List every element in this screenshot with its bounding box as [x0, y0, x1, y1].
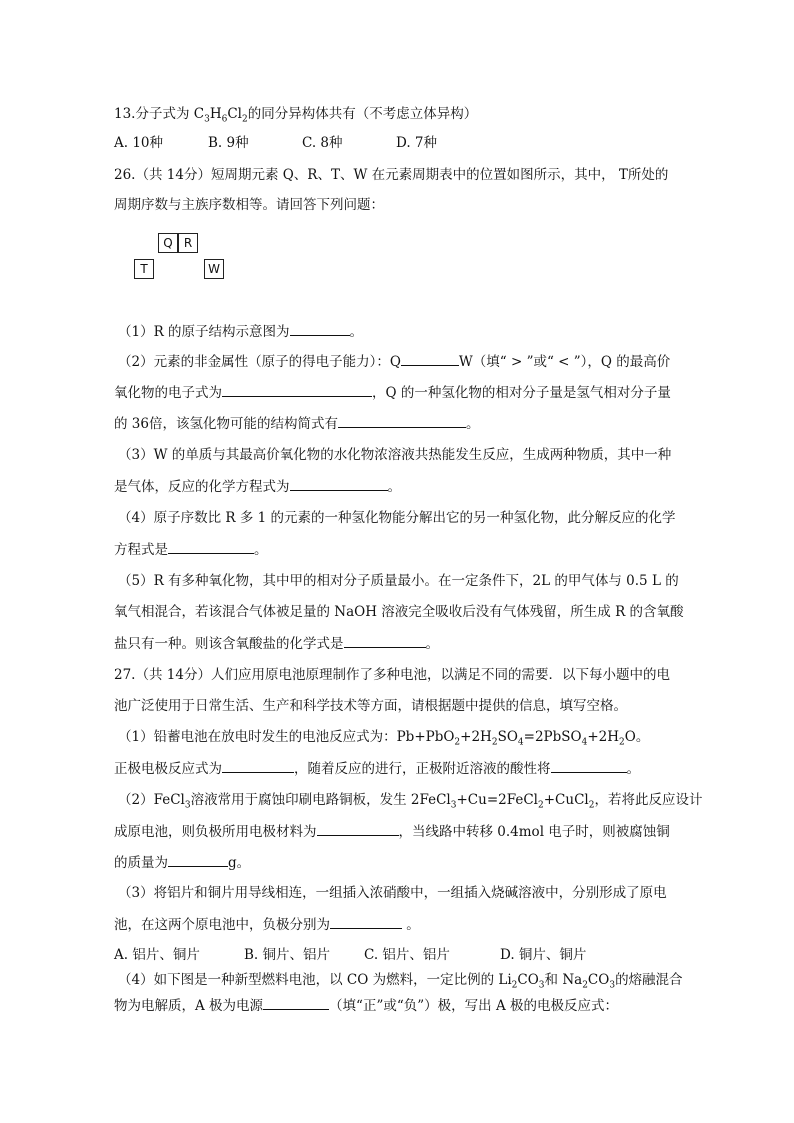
q27-text: +2H — [460, 729, 492, 745]
q26-part5-line1: （5）R 有多种氧化物，其中甲的相对分子质量最小。在一定条件下，2L 的甲气体与 0.5 L 的 — [118, 573, 679, 589]
q26-text: 盐只有一种。则该含氧酸盐的化学式是 — [114, 636, 344, 652]
q26-part2-line2 — [114, 382, 694, 403]
q27-intro-line1: 27.（共 14分）人们应用原电池原理制作了多种电池，以满足不同的需要．以下每小题中的电 — [114, 667, 670, 683]
q26-text: 的 36倍，该氢化物可能的结构简式有 — [114, 416, 338, 432]
subscript: 3 — [538, 980, 545, 991]
q27-text: 的质量为 — [114, 855, 168, 871]
q27-text: +Cu=2FeCl — [456, 792, 538, 808]
answer-blank[interactable] — [263, 995, 329, 1010]
subscript: 2 — [582, 980, 588, 991]
q27-text: 正极电极反应式为 — [114, 761, 222, 777]
q13-text: 13.分子式为 C — [114, 106, 205, 122]
q27-text: SO — [497, 729, 518, 745]
subscript: 3 — [184, 800, 191, 811]
q13-stem — [114, 104, 694, 124]
q27-text: O。 — [624, 729, 650, 745]
q27-part3-line1: （3）将铝片和铜片用导线相连，一组插入浓硝酸中，一组插入烧碱溶液中，分别形成了原电 — [118, 885, 667, 901]
periodic-table-fragment — [134, 233, 234, 283]
answer-blank[interactable] — [222, 758, 294, 773]
subscript: 2 — [491, 737, 498, 748]
q27-text: CO — [587, 972, 610, 988]
answer-blank[interactable] — [330, 914, 402, 929]
q27-text: （1）铅蓄电池在放电时发生的电池反应式为：Pb+PbO — [118, 729, 455, 745]
answer-blank[interactable] — [551, 758, 627, 773]
q26-text: 。 — [425, 636, 439, 652]
answer-blank[interactable] — [338, 413, 466, 428]
q27-option-a: A. 铝片、铜片 — [114, 947, 200, 963]
answer-blank[interactable] — [290, 321, 350, 336]
q26-intro-line2: 周期序数与主族序数相等。请回答下列问题： — [114, 197, 384, 213]
subscript: 2 — [242, 114, 248, 125]
cell-t: T — [134, 259, 154, 279]
q26-part4-line2 — [114, 539, 694, 560]
q27-part2-line1 — [118, 790, 703, 811]
subscript: 2 — [619, 737, 625, 748]
q27-part3-options — [114, 945, 694, 965]
subscript: 6 — [221, 114, 228, 125]
subscript: 2 — [588, 800, 595, 811]
q26-text: 。 — [349, 324, 364, 340]
q26-text: 。 — [465, 416, 480, 432]
q27-text: 的熔融混合 — [615, 972, 683, 988]
q13-text: H — [209, 106, 222, 122]
q27-text: +2H — [587, 729, 620, 745]
q26-part5-line2: 氧气相混合，若该混合气体被足量的 NaOH 溶液完全吸收后没有气体残留，所生成 R 的含氧酸 — [114, 604, 684, 620]
q13-option-b: B. 9种 — [208, 135, 249, 151]
q26-text: 。 — [387, 479, 401, 495]
q26-part3-line1: （3）W 的单质与其最高价氧化物的水化物浓溶液共热能发生反应，生成两种物质，其中一种 — [118, 447, 672, 463]
subscript: 3 — [450, 800, 457, 811]
q26-text: ，Q 的一种氢化物的相对分子量是氢气相对分子量 — [372, 385, 671, 401]
q27-part1-line1 — [118, 727, 698, 747]
q26-part4-line1: （4）原子序数比 R 多 1 的元素的一种氢化物能分解出它的另一种氢化物，此分解反应的化学 — [118, 510, 676, 526]
subscript: 4 — [581, 737, 588, 748]
q27-part2-line3 — [114, 852, 694, 873]
q27-part2-line2 — [114, 821, 694, 842]
q26-text: 。 — [254, 542, 268, 558]
q26-part2-line3 — [114, 413, 694, 434]
q26-intro-line1: 26.（共 14分）短周期元素 Q、R、T、W 在元素周期表中的位置如图所示，其中， T所处的 — [114, 167, 669, 183]
q27-part4-line1 — [118, 970, 698, 990]
subscript: 3 — [609, 980, 616, 991]
q27-text: CO — [517, 972, 539, 988]
q26-text: 方程式是 — [114, 542, 168, 558]
q26-part5-line3 — [114, 633, 694, 654]
q26-text: 是气体，反应的化学方程式为 — [114, 479, 290, 495]
q13-text: Cl — [227, 106, 242, 122]
q27-intro-line2: 池广泛使用于日常生活、生产和科学技术等方面，请根据题中提供的信息，填写空格。 — [114, 698, 627, 714]
answer-blank[interactable] — [290, 476, 388, 491]
q27-text: 物为电解质，A 极为电源 — [114, 998, 264, 1014]
answer-blank[interactable] — [222, 382, 372, 397]
q27-text: 和 Na — [544, 972, 583, 988]
q27-text: g。 — [228, 855, 251, 871]
answer-blank[interactable] — [317, 821, 399, 836]
q26-part1 — [118, 321, 698, 342]
q27-text: 池，在这两个原电池中，负极分别为 — [114, 917, 330, 933]
cell-q: Q — [158, 233, 178, 253]
q27-text: 溶液常用于腐蚀印刷电路铜板，发生 2FeCl — [190, 792, 451, 808]
subscript: 4 — [517, 737, 524, 748]
q13-option-d: D. 7种 — [396, 135, 438, 151]
q26-text: （1）R 的原子结构示意图为 — [118, 324, 290, 340]
q27-text: =2PbSO — [523, 729, 582, 745]
subscript: 3 — [204, 114, 210, 125]
q27-text: （4）如下图是一种新型燃料电池，以 CO 为燃料，一定比例的 Li — [118, 972, 512, 988]
q27-text: （填“正”或“负”）极，写出 A 极的电极反应式： — [329, 998, 618, 1014]
q27-text: ，若将此反应设计 — [594, 792, 703, 808]
q13-options — [114, 133, 694, 153]
q13-option-a: A. 10种 — [114, 135, 164, 151]
q26-text: W（填“ > ”或“ < ”），Q 的最高价 — [458, 354, 671, 370]
subscript: 2 — [454, 737, 461, 748]
subscript: 2 — [538, 800, 544, 811]
q27-text: +CuCl — [543, 792, 589, 808]
q27-text: ，当线路中转移 0.4mol 电子时，则被腐蚀铜 — [398, 824, 670, 840]
q27-part1-line2 — [114, 758, 694, 779]
q27-option-d: D. 铜片、铜片 — [500, 947, 587, 963]
cell-r: R — [178, 233, 198, 253]
q26-text: 氧化物的电子式为 — [114, 385, 222, 401]
answer-blank[interactable] — [401, 351, 459, 366]
q27-option-b: B. 铜片、铝片 — [244, 947, 331, 963]
answer-blank[interactable] — [168, 539, 254, 554]
q26-part3-line2 — [114, 476, 694, 497]
q27-text: 。 — [402, 917, 420, 933]
q26-part2-line1 — [118, 351, 698, 372]
q26-text: （2）元素的非金属性（原子的得电子能力）：Q — [118, 354, 401, 370]
answer-blank[interactable] — [344, 633, 426, 648]
subscript: 2 — [511, 980, 518, 991]
q27-text: ，随着反应的进行，正极附近溶液的酸性将 — [294, 761, 551, 777]
q27-text: 成原电池，则负极所用电极材料为 — [114, 824, 317, 840]
q13-option-c: C. 8种 — [302, 135, 343, 151]
answer-blank[interactable] — [168, 852, 228, 867]
q27-text: （2）FeCl — [118, 792, 185, 808]
q13-text: 的同分异构体共有（不考虑立体异构） — [247, 106, 478, 122]
q27-text: 。 — [626, 761, 640, 777]
q27-part3-line2 — [114, 914, 694, 935]
q27-option-c: C. 铝片、铝片 — [364, 947, 450, 963]
cell-w: W — [204, 259, 224, 279]
q27-part4-line2 — [114, 995, 694, 1016]
